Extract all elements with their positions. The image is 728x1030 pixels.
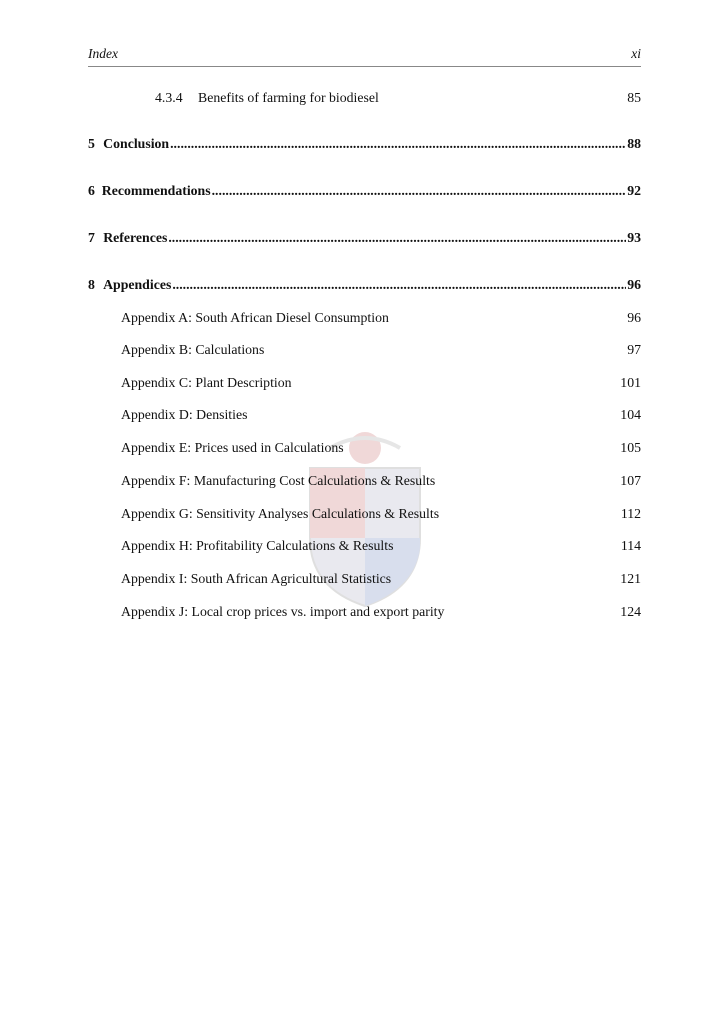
toc-title: References	[103, 230, 168, 245]
toc-page: 93	[627, 230, 641, 245]
toc-title: Appendix I: South African Agricultural Statistics	[121, 571, 392, 586]
toc-number: 7	[88, 230, 95, 245]
toc-page: 96	[627, 310, 641, 325]
toc-title: Appendix H: Profitability Calculations & Results	[121, 538, 394, 553]
toc-leader	[172, 277, 626, 293]
toc-page: 85	[627, 90, 641, 105]
toc-appendix-a[interactable]	[121, 310, 641, 326]
toc-number: 5	[88, 136, 95, 151]
toc-chapter-7[interactable]	[88, 230, 641, 246]
toc-title: Appendix C: Plant Description	[121, 375, 292, 390]
header-rule	[88, 66, 641, 67]
toc-page: 105	[620, 440, 641, 455]
toc-appendix-f[interactable]	[121, 473, 641, 489]
toc-leader	[168, 230, 626, 246]
toc-appendix-b[interactable]	[121, 342, 641, 358]
toc-page: 121	[620, 571, 641, 586]
toc-title: Appendix D: Densities	[121, 407, 248, 422]
toc-title: Appendix B: Calculations	[121, 342, 265, 357]
header-page-number: xi	[631, 46, 641, 61]
toc-page: 101	[620, 375, 641, 390]
toc-title: Appendix J: Local crop prices vs. import and export parity	[121, 604, 445, 619]
toc-appendix-h[interactable]	[121, 538, 641, 554]
toc-leader	[212, 183, 627, 199]
page-header	[88, 46, 641, 66]
toc-page: 112	[620, 506, 641, 521]
toc-title: Appendix A: South African Diesel Consumption	[121, 310, 389, 325]
toc-appendix-c[interactable]	[121, 375, 641, 391]
toc-appendix-d[interactable]	[121, 407, 641, 423]
toc-title: Conclusion	[103, 136, 170, 151]
toc-appendix-i[interactable]	[121, 571, 641, 587]
toc-title: Recommendations	[101, 183, 211, 198]
toc-page: 104	[620, 407, 641, 422]
toc-page: 96	[627, 277, 641, 292]
toc-appendix-j[interactable]	[121, 604, 641, 620]
header-section-name: Index	[88, 46, 118, 61]
toc-page: 124	[620, 604, 641, 619]
toc-page: 88	[627, 136, 641, 151]
toc-appendix-e[interactable]	[121, 440, 641, 456]
toc-appendix-g[interactable]	[121, 506, 641, 522]
toc-page: 107	[620, 473, 641, 488]
toc-subsection-4-3-4[interactable]	[155, 90, 641, 106]
toc-title: Benefits of farming for biodiesel	[198, 90, 379, 105]
toc-title: Appendix E: Prices used in Calculations	[121, 440, 344, 455]
toc-page: 97	[627, 342, 641, 357]
toc-leader	[170, 136, 626, 152]
toc-number: 4.3.4	[155, 90, 183, 105]
toc-title: Appendix G: Sensitivity Analyses Calculations & Results	[121, 506, 440, 521]
toc-number: 6	[88, 183, 95, 198]
toc-chapter-5[interactable]	[88, 136, 641, 152]
toc-title: Appendix F: Manufacturing Cost Calculations & Results	[121, 473, 436, 488]
toc-chapter-8[interactable]	[88, 277, 641, 293]
toc-chapter-6[interactable]	[88, 183, 641, 199]
toc-title: Appendices	[103, 277, 172, 292]
toc-page: 114	[620, 538, 641, 553]
toc-number: 8	[88, 277, 95, 292]
toc-page: 92	[627, 183, 641, 198]
